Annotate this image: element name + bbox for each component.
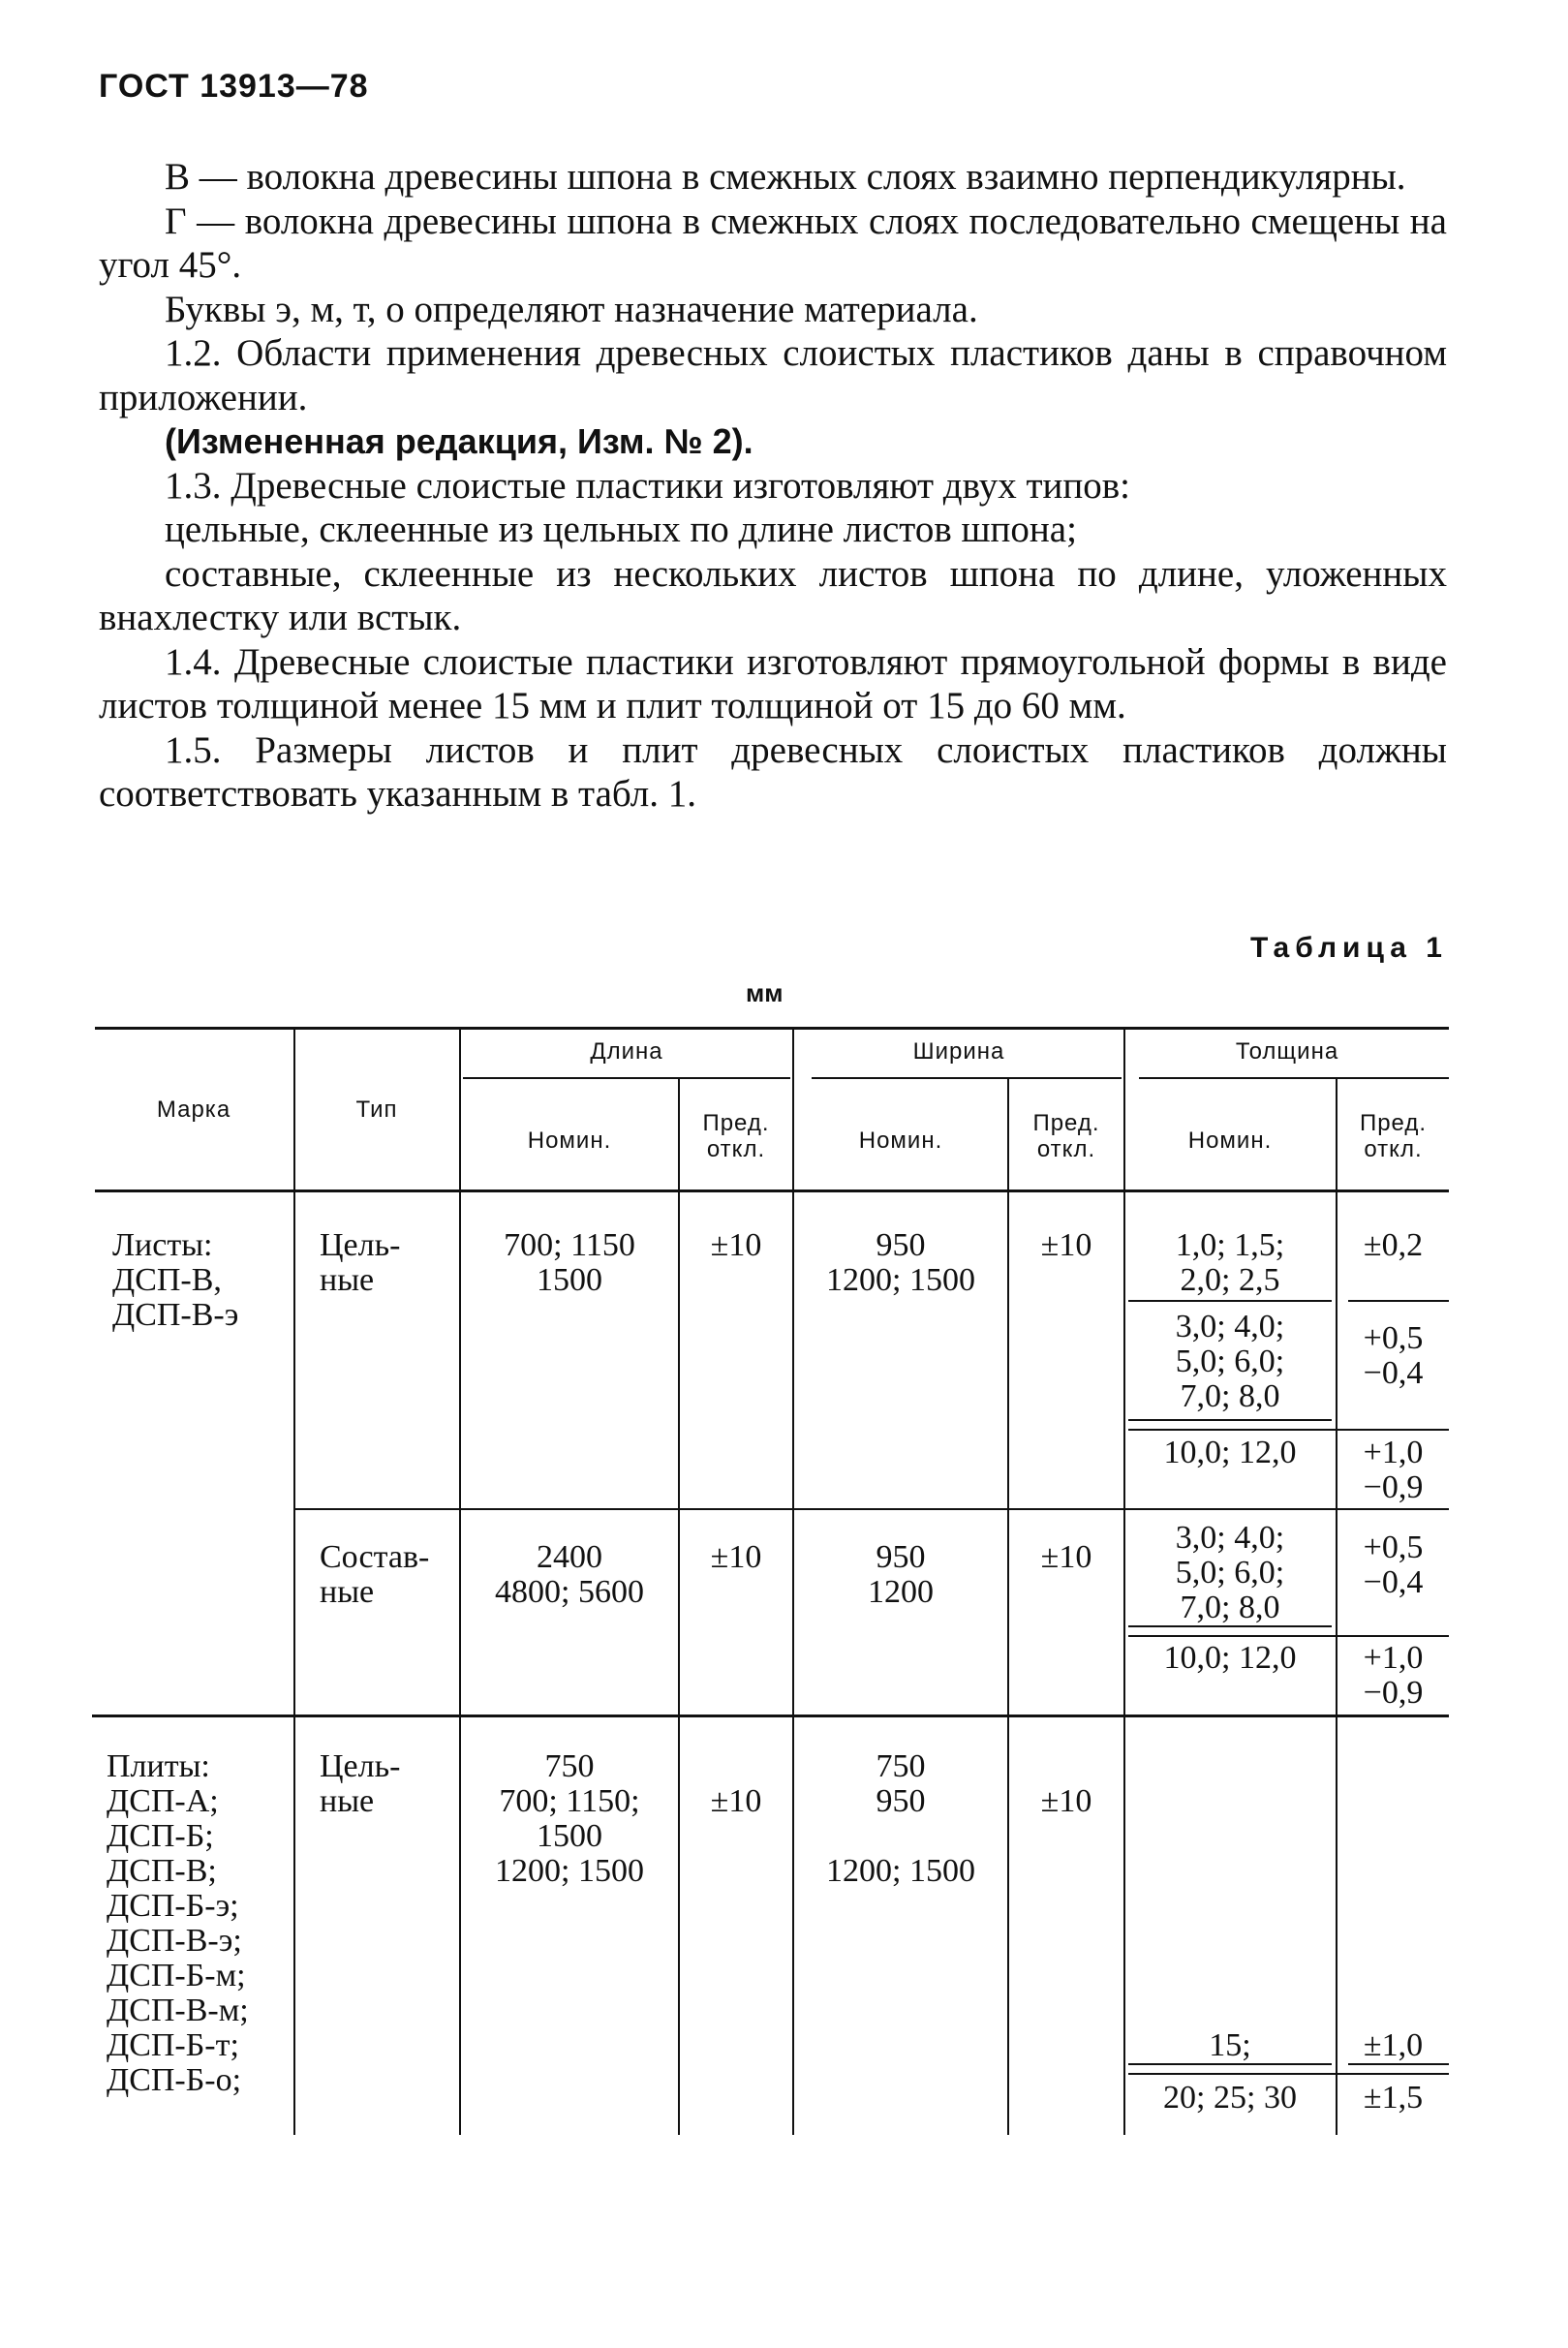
shirina-nom-line: 950 [876, 1227, 926, 1263]
thickness-nom-line: 3,0; 4,0; [1175, 1520, 1285, 1556]
thickness-otkl-line: −0,9 [1363, 1675, 1424, 1711]
paragraph: Буквы э, м, т, о определяют назначение материала. [165, 288, 978, 330]
shirina-nom-line: 1200; 1500 [826, 1262, 975, 1298]
tip-sostavnye [320, 1540, 459, 1610]
table-top-rule [95, 1027, 1449, 1030]
shirina-nom-line: 1200; 1500 [826, 1853, 975, 1889]
marka-plity-line: ДСП-Б-т; [107, 2027, 239, 2063]
thickness-nom [1125, 1521, 1335, 1625]
tolshchina-header-rule [1139, 1077, 1449, 1079]
thickness-otkl-line: +0,5 [1363, 1320, 1424, 1356]
header-tolshchina: Толщина [1235, 1038, 1339, 1065]
thickness-otkl [1337, 1641, 1449, 1711]
marka-plity-line: ДСП-Б-о; [107, 2062, 242, 2098]
header-pred-line2: откл. [706, 1136, 766, 1162]
thickness-otkl [1337, 1321, 1449, 1391]
tip-sostavnye-line: Состав- [320, 1539, 430, 1575]
marka-plity-line: ДСП-В; [107, 1853, 217, 1889]
tip-plity-line: Цель- [320, 1748, 401, 1784]
shirina-nom [794, 1228, 1007, 1298]
header-tip: Тип [355, 1097, 398, 1123]
tip-sostavnye-line: ные [320, 1574, 375, 1610]
thickness-otkl-line: +1,0 [1363, 1640, 1424, 1676]
document-header: ГОСТ 13913—78 [99, 68, 369, 105]
thickness-nom [1125, 1641, 1335, 1676]
shirina-nom-line [794, 1819, 1007, 1854]
thick-rule [1128, 1625, 1332, 1627]
thickness-otkl [1337, 2081, 1449, 2116]
thickness-otkl-line: −0,4 [1363, 1564, 1424, 1600]
header-pred-line1: Пред. [1359, 1110, 1428, 1136]
paragraph: 1.2. Области применения древесных слоистых пластиков даны в справочном приложении. [99, 332, 1447, 418]
shirina-nom [794, 1540, 1007, 1610]
paragraph: 1.3. Древесные слоистые пластики изготовляют двух типов: [165, 464, 1131, 507]
header-bottom-rule [95, 1189, 1449, 1192]
header-nomin: Номин. [858, 1128, 943, 1154]
thickness-otkl-line: ±1,5 [1363, 2080, 1424, 2116]
header-dlina: Длина [590, 1038, 663, 1065]
marka-plity-line: ДСП-А; [107, 1783, 219, 1819]
thick-rule [1128, 1635, 1449, 1637]
header-nomin: Номин. [527, 1128, 612, 1154]
paragraph: составные, склеенные из нескольких листов шпона по длине, уложенных внахлестку или встык. [99, 552, 1447, 638]
dlina-nom-line: 750 [544, 1748, 595, 1784]
shirina-nom-line: 750 [876, 1748, 926, 1784]
thick-rule [1128, 1419, 1332, 1421]
header-pred-otkl [1337, 1110, 1449, 1162]
dlina-nom [461, 1228, 678, 1298]
dlina-header-rule [463, 1077, 790, 1079]
dlina-nom-line: 1500 [537, 1262, 602, 1298]
thickness-nom [1125, 2028, 1335, 2063]
shirina-otkl: ±10 [1040, 1227, 1092, 1263]
thickness-otkl [1337, 2028, 1449, 2063]
thickness-nom-line: 7,0; 8,0 [1180, 1378, 1280, 1414]
marka-plity-line: ДСП-Б-э; [107, 1888, 239, 1924]
thick-rule [1128, 1429, 1449, 1431]
shirina-nom [794, 1749, 1007, 1889]
thickness-otkl-line: −0,9 [1363, 1469, 1424, 1505]
dlina-nom [461, 1540, 678, 1610]
marka-listy-line: ДСП-В-э [112, 1297, 239, 1333]
marka-plity-line: Плиты: [107, 1748, 210, 1784]
thickness-nom [1125, 2081, 1335, 2116]
dlina-nom-line: 700; 1150; [499, 1783, 640, 1819]
thickness-nom [1125, 1436, 1335, 1470]
header-shirina: Ширина [912, 1038, 1005, 1065]
thickness-otkl [1337, 1530, 1449, 1600]
thickness-nom-line: 3,0; 4,0; [1175, 1309, 1285, 1344]
thickness-nom [1125, 1228, 1335, 1298]
marka-plity-line: ДСП-В-м; [107, 1993, 249, 2028]
paragraph: 1.4. Древесные слоистые пластики изготовляют прямоугольной формы в виде листов толщиной менее 15 мм и плит толщиной от 15 до 60 мм. [99, 640, 1447, 726]
body-text [99, 155, 1447, 817]
paragraph: В — волокна древесины шпона в смежных слоях взаимно перпендикулярны. [165, 156, 1406, 198]
dlina-nom-line: 700; 1150 [504, 1227, 635, 1263]
thickness-nom-line: 5,0; 6,0; [1175, 1555, 1285, 1591]
thickness-nom-line: 10,0; 12,0 [1163, 1640, 1297, 1676]
header-pred-otkl [1009, 1110, 1123, 1162]
marka-listy [112, 1228, 296, 1333]
marka-listy-line: Листы: [112, 1227, 213, 1263]
listy-plity-separator [92, 1715, 1449, 1717]
marka-listy-line: ДСП-В, [112, 1262, 222, 1298]
shirina-nom-line: 950 [876, 1539, 926, 1575]
dlina-nom-line: 2400 [537, 1539, 602, 1575]
thickness-nom-line: 5,0; 6,0; [1175, 1344, 1285, 1379]
header-pred-otkl [680, 1110, 792, 1162]
tselnye-sostavnye-separator [293, 1508, 1449, 1510]
marka-plity-line: ДСП-Б; [107, 1818, 214, 1854]
thickness-nom-line: 7,0; 8,0 [1180, 1590, 1280, 1625]
tip-plity-line: ные [320, 1783, 375, 1819]
thick-rule [1128, 2063, 1332, 2065]
dlina-nom-line: 4800; 5600 [495, 1574, 644, 1610]
thick-rule [1348, 2063, 1449, 2065]
paragraph: 1.5. Размеры листов и плит древесных слоистых пластиков должны соответствовать указанным в табл. 1. [99, 728, 1447, 815]
tip-tselnye-line: Цель- [320, 1227, 401, 1263]
thickness-otkl [1337, 1228, 1449, 1263]
shirina-nom-line: 1200 [868, 1574, 934, 1610]
shirina-nom-line: 950 [876, 1783, 926, 1819]
thickness-nom [1125, 1310, 1335, 1414]
shirina-header-rule [812, 1077, 1122, 1079]
dlina-nom [461, 1749, 678, 1889]
thick-rule [1348, 1300, 1449, 1302]
thickness-otkl-line: −0,4 [1363, 1355, 1424, 1391]
shirina-otkl: ±10 [1040, 1783, 1092, 1819]
thickness-otkl-line: +0,5 [1363, 1529, 1424, 1565]
thick-rule [1128, 1300, 1332, 1302]
thickness-nom-line: 10,0; 12,0 [1163, 1435, 1297, 1470]
header-pred-line2: откл. [1036, 1136, 1096, 1162]
thickness-nom-line: 1,0; 1,5; [1175, 1227, 1285, 1263]
dlina-otkl: ±10 [710, 1539, 762, 1575]
thickness-otkl-line: +1,0 [1363, 1435, 1424, 1470]
thickness-otkl [1337, 1436, 1449, 1505]
header-pred-line1: Пред. [1032, 1110, 1100, 1136]
marka-plity [107, 1749, 295, 2098]
tip-plity [320, 1749, 455, 1819]
dlina-nom-line: 1500 [537, 1818, 602, 1854]
shirina-otkl: ±10 [1040, 1539, 1092, 1575]
marka-plity-line: ДСП-Б-м; [107, 1958, 246, 1993]
header-pred-line2: откл. [1364, 1136, 1423, 1162]
header-pred-line1: Пред. [702, 1110, 770, 1136]
paragraph: (Измененная редакция, Изм. № 2). [165, 421, 753, 461]
paragraph: Г — волокна древесины шпона в смежных слоях последовательно смещены на угол 45°. [99, 200, 1447, 286]
table-caption: Таблица 1 [1249, 932, 1448, 964]
marka-plity-line: ДСП-В-э; [107, 1923, 242, 1959]
header-marka: Марка [156, 1097, 231, 1123]
thickness-nom-line: 20; 25; 30 [1163, 2080, 1297, 2116]
dlina-otkl: ±10 [710, 1783, 762, 1819]
thick-rule [1128, 2073, 1449, 2075]
thickness-nom-line: 15; [1209, 2027, 1251, 2063]
dlina-otkl: ±10 [710, 1227, 762, 1263]
tip-tselnye-line: ные [320, 1262, 375, 1298]
tip-tselnye [320, 1228, 455, 1298]
thickness-nom-line: 2,0; 2,5 [1180, 1262, 1280, 1298]
table-units: мм [746, 978, 784, 1007]
dlina-nom-line: 1200; 1500 [495, 1853, 644, 1889]
header-nomin: Номин. [1187, 1128, 1273, 1154]
thickness-otkl-line: ±1,0 [1363, 2027, 1424, 2063]
paragraph: цельные, склеенные из цельных по длине листов шпона; [165, 509, 1077, 550]
thickness-otkl-line: ±0,2 [1363, 1227, 1424, 1263]
